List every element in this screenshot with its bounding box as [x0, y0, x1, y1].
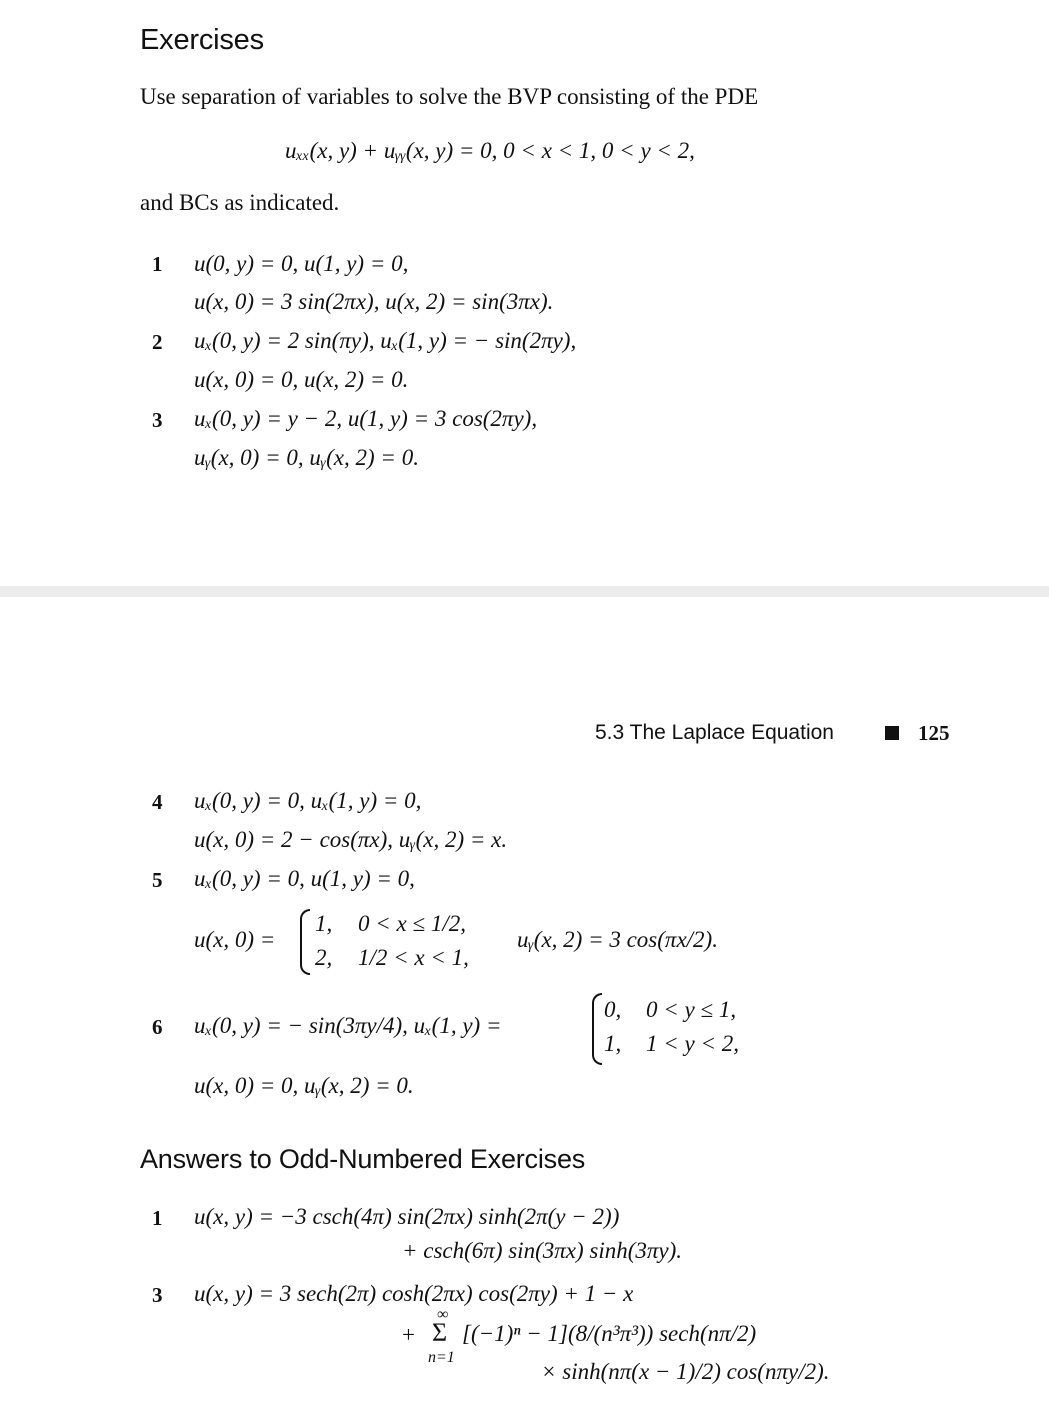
exercise-6-lhs: uₓ(0, y) = − sin(3πy/4), uₓ(1, y) =: [194, 1013, 502, 1038]
exercise-5-rhs: uᵧ(x, 2) = 3 cos(πx/2).: [517, 927, 718, 952]
exercise-number: 6: [152, 1015, 163, 1039]
plus-sign: +: [402, 1322, 415, 1347]
running-head-square-icon: [885, 726, 899, 740]
case-condition: 1 < y < 2,: [646, 1031, 739, 1056]
exercise-number: 4: [152, 790, 163, 814]
pde-equation: uₓₓ(x, y) + uᵧᵧ(x, y) = 0, 0 < x < 1, 0 < y < 2,: [285, 138, 695, 163]
exercises-heading: Exercises: [140, 24, 264, 56]
case-value: 1,: [604, 1031, 622, 1056]
case-value: 2,: [315, 945, 333, 970]
exercise-6-line-2: u(x, 0) = 0, uᵧ(x, 2) = 0.: [194, 1073, 414, 1098]
answer-3-line-3: × sinh(nπ(x − 1)/2) cos(nπy/2).: [541, 1359, 830, 1384]
left-brace: [300, 909, 310, 975]
outro-text: and BCs as indicated.: [140, 190, 340, 215]
exercise-1-line-2: u(x, 0) = 3 sin(2πx), u(x, 2) = sin(3πx).: [194, 289, 554, 314]
exercise-number: 3: [152, 408, 163, 432]
answer-3-line-2: [(−1)ⁿ − 1](8/(n³π³)) sech(nπ/2): [462, 1321, 757, 1346]
answer-1-line-2: + csch(6π) sin(3πx) sinh(3πy).: [402, 1238, 683, 1263]
exercise-number: 5: [152, 868, 163, 892]
sum-upper-limit: ∞: [437, 1306, 449, 1323]
exercise-5-line-1: uₓ(0, y) = 0, u(1, y) = 0,: [194, 866, 415, 891]
answer-3-line-1: u(x, y) = 3 sech(2π) cosh(2πx) cos(2πy) + 1 − x: [194, 1281, 634, 1306]
exercise-4-line-1: uₓ(0, y) = 0, uₓ(1, y) = 0,: [194, 788, 422, 813]
answer-number: 3: [152, 1283, 163, 1307]
exercise-1-line-1: u(0, y) = 0, u(1, y) = 0,: [194, 251, 409, 276]
answers-heading: Answers to Odd-Numbered Exercises: [140, 1144, 586, 1174]
page-number: 125: [918, 721, 950, 745]
running-head-section: 5.3 The Laplace Equation: [595, 721, 834, 744]
exercise-number: 1: [152, 252, 163, 276]
exercise-3-line-1: uₓ(0, y) = y − 2, u(1, y) = 3 cos(2πy),: [194, 406, 538, 431]
answer-number: 1: [152, 1206, 163, 1230]
exercise-5-lhs: u(x, 0) =: [194, 927, 276, 952]
case-condition: 0 < y ≤ 1,: [646, 997, 737, 1022]
sum-lower-limit: n=1: [428, 1349, 455, 1366]
case-value: 1,: [315, 911, 333, 936]
exercise-2-line-1: uₓ(0, y) = 2 sin(πy), uₓ(1, y) = − sin(2πy),: [194, 328, 577, 353]
exercise-3-line-2: uᵧ(x, 0) = 0, uᵧ(x, 2) = 0.: [194, 445, 419, 470]
left-brace: [592, 993, 602, 1065]
intro-text: Use separation of variables to solve the BVP consisting of the PDE: [140, 84, 759, 109]
case-condition: 1/2 < x < 1,: [358, 945, 469, 970]
exercise-2-line-2: u(x, 0) = 0, u(x, 2) = 0.: [194, 367, 409, 392]
answer-1-line-1: u(x, y) = −3 csch(4π) sin(2πx) sinh(2π(y − 2)): [194, 1204, 620, 1229]
summation-symbol: Σ: [432, 1318, 448, 1347]
case-condition: 0 < x ≤ 1/2,: [358, 911, 466, 936]
exercise-number: 2: [152, 330, 163, 354]
exercise-4-line-2: u(x, 0) = 2 − cos(πx), uᵧ(x, 2) = x.: [194, 827, 508, 852]
case-value: 0,: [604, 997, 622, 1022]
page-separator: [0, 586, 1049, 597]
